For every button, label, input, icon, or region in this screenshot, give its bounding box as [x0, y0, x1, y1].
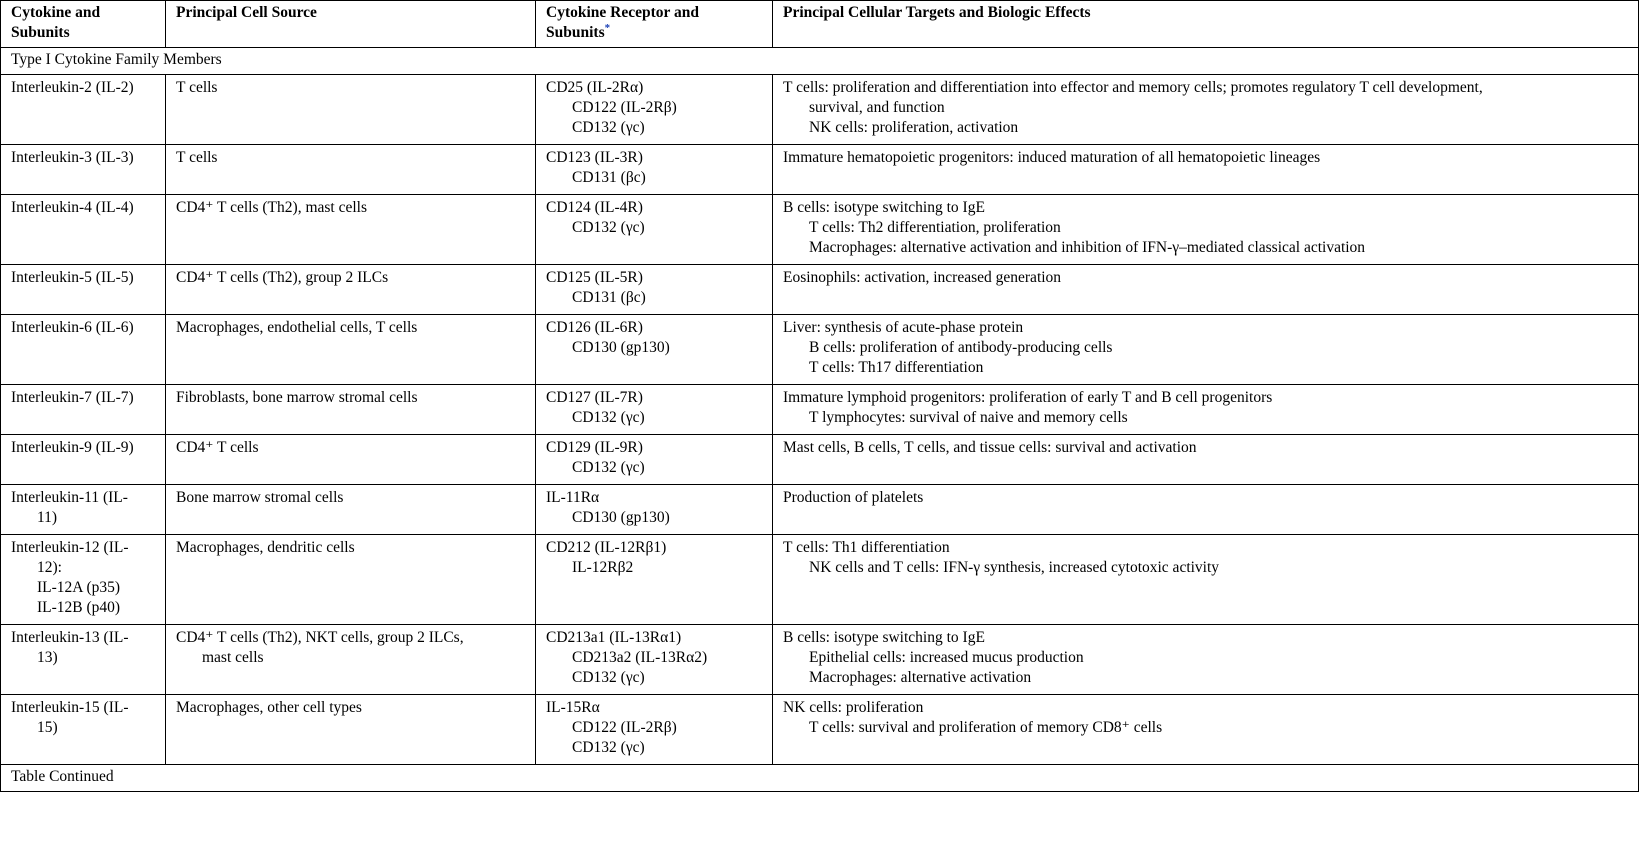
effects-line: Macrophages: alternative activation and inhibition of IFN-γ–mediated classical activation — [809, 239, 1366, 256]
receptor-line: CD126 (IL-6R) — [546, 319, 643, 336]
cytokine-line: Interleukin-15 (IL- — [11, 699, 129, 716]
receptor-cell — [536, 385, 773, 435]
receptor-line: CD213a1 (IL-13Rα1) — [546, 629, 682, 646]
effects-line: Eosinophils: activation, increased generation — [783, 269, 1062, 286]
cytokine-line: IL-12B (p40) — [37, 599, 121, 616]
receptor-line: CD122 (IL-2Rβ) — [572, 719, 677, 736]
receptor-cell — [536, 485, 773, 535]
cytokine-line: Interleukin-11 (IL- — [11, 489, 128, 506]
effects-line: Liver: synthesis of acute-phase protein — [783, 319, 1024, 336]
header-receptor-label: Cytokine Receptor and Subunits — [546, 4, 699, 41]
cytokine-cell — [1, 265, 166, 315]
header-cytokine-label: Cytokine and Subunits — [11, 4, 101, 41]
cell-source-line: T cells — [176, 79, 218, 96]
receptor-line: IL-11Rα — [546, 489, 600, 506]
cell-source-line: Fibroblasts, bone marrow stromal cells — [176, 389, 418, 406]
receptor-line: CD132 (γc) — [572, 119, 645, 136]
cytokine-line: Interleukin-4 (IL-4) — [11, 199, 134, 216]
effects-cell — [773, 75, 1639, 145]
section-title — [1, 48, 1639, 75]
effects-line: T cells: Th2 differentiation, proliferation — [809, 219, 1061, 236]
cytokine-cell — [1, 145, 166, 195]
cytokine-line: 12): — [37, 559, 62, 576]
cell-source-line: mast cells — [202, 649, 264, 666]
receptor-line: CD132 (γc) — [572, 409, 645, 426]
cytokine-line: Interleukin-12 (IL- — [11, 539, 129, 556]
cytokine-line: Interleukin-3 (IL-3) — [11, 149, 134, 166]
cytokine-cell — [1, 625, 166, 695]
receptor-cell — [536, 145, 773, 195]
receptor-cell — [536, 535, 773, 625]
cell-source-line: Macrophages, endothelial cells, T cells — [176, 319, 418, 336]
cell-source-cell — [166, 385, 536, 435]
cytokine-line: 13) — [37, 649, 58, 666]
table-row — [1, 435, 1639, 485]
cell-source-cell — [166, 485, 536, 535]
receptor-line: CD132 (γc) — [572, 459, 645, 476]
table-row — [1, 315, 1639, 385]
cell-source-line: T cells — [176, 149, 218, 166]
cell-source-line: CD4⁺ T cells (Th2), NKT cells, group 2 ILCs, — [176, 629, 464, 646]
effects-line: B cells: isotype switching to IgE — [783, 199, 985, 216]
cytokine-cell — [1, 195, 166, 265]
effects-line: T cells: Th1 differentiation — [783, 539, 950, 556]
table-row — [1, 485, 1639, 535]
cell-source-cell — [166, 145, 536, 195]
cytokine-cell — [1, 695, 166, 765]
effects-line: T cells: survival and proliferation of memory CD8⁺ cells — [809, 719, 1163, 736]
cytokine-cell — [1, 435, 166, 485]
receptor-line: CD131 (βc) — [572, 169, 646, 186]
receptor-line: CD130 (gp130) — [572, 509, 670, 526]
cell-source-line: Macrophages, dendritic cells — [176, 539, 355, 556]
section-title-text: Type I Cytokine Family Members — [11, 51, 222, 68]
header-cytokine — [1, 1, 166, 48]
cell-source-cell — [166, 315, 536, 385]
effects-cell — [773, 695, 1639, 765]
table-row — [1, 145, 1639, 195]
receptor-cell — [536, 625, 773, 695]
cell-source-cell — [166, 535, 536, 625]
header-receptor — [536, 1, 773, 48]
cell-source-cell — [166, 435, 536, 485]
table-row — [1, 625, 1639, 695]
effects-line: NK cells: proliferation — [783, 699, 924, 716]
table-continued-text: Table Continued — [11, 768, 114, 785]
cell-source-cell — [166, 75, 536, 145]
effects-cell — [773, 195, 1639, 265]
effects-cell — [773, 265, 1639, 315]
cell-source-cell — [166, 195, 536, 265]
header-cell-source-label: Principal Cell Source — [176, 4, 317, 21]
effects-line: Immature hematopoietic progenitors: induced maturation of all hematopoietic lineages — [783, 149, 1321, 166]
effects-line: NK cells and T cells: IFN-γ synthesis, increased cytotoxic activity — [809, 559, 1220, 576]
receptor-cell — [536, 435, 773, 485]
receptor-line: CD127 (IL-7R) — [546, 389, 643, 406]
effects-line: B cells: isotype switching to IgE — [783, 629, 985, 646]
header-cell-source — [166, 1, 536, 48]
cell-source-line: Bone marrow stromal cells — [176, 489, 344, 506]
cytokine-line: 11) — [37, 509, 58, 526]
table-row — [1, 75, 1639, 145]
receptor-cell — [536, 75, 773, 145]
cytokine-line: Interleukin-7 (IL-7) — [11, 389, 134, 406]
cytokine-line: Interleukin-2 (IL-2) — [11, 79, 134, 96]
effects-cell — [773, 145, 1639, 195]
cell-source-line: Macrophages, other cell types — [176, 699, 362, 716]
header-effects-label: Principal Cellular Targets and Biologic Effects — [783, 4, 1091, 21]
table-row — [1, 265, 1639, 315]
receptor-cell — [536, 265, 773, 315]
header-effects — [773, 1, 1639, 48]
cytokine-cell — [1, 75, 166, 145]
cytokine-cell — [1, 385, 166, 435]
receptor-line: CD212 (IL-12Rβ1) — [546, 539, 667, 556]
cytokine-line: Interleukin-9 (IL-9) — [11, 439, 134, 456]
cell-source-line: CD4⁺ T cells — [176, 439, 259, 456]
effects-cell — [773, 485, 1639, 535]
receptor-line: CD131 (βc) — [572, 289, 646, 306]
effects-line: T lymphocytes: survival of naive and memory cells — [809, 409, 1128, 426]
receptor-cell — [536, 195, 773, 265]
receptor-line: CD132 (γc) — [572, 739, 645, 756]
effects-cell — [773, 535, 1639, 625]
cytokine-line: Interleukin-5 (IL-5) — [11, 269, 134, 286]
table-header-row — [1, 1, 1639, 48]
cytokine-cell — [1, 315, 166, 385]
receptor-line: CD25 (IL-2Rα) — [546, 79, 644, 96]
effects-cell — [773, 435, 1639, 485]
effects-line: Epithelial cells: increased mucus production — [809, 649, 1084, 666]
receptor-line: CD123 (IL-3R) — [546, 149, 643, 166]
effects-line: Production of platelets — [783, 489, 924, 506]
cell-source-cell — [166, 695, 536, 765]
effects-cell — [773, 625, 1639, 695]
receptor-cell — [536, 315, 773, 385]
receptor-cell — [536, 695, 773, 765]
cytokine-line: IL-12A (p35) — [37, 579, 121, 596]
table-row — [1, 535, 1639, 625]
effects-line: B cells: proliferation of antibody-producing cells — [809, 339, 1113, 356]
effects-line: T cells: Th17 differentiation — [809, 359, 984, 376]
receptor-line: CD132 (γc) — [572, 219, 645, 236]
receptor-line: IL-12Rβ2 — [572, 559, 634, 576]
table-row — [1, 695, 1639, 765]
effects-cell — [773, 315, 1639, 385]
effects-line: T cells: proliferation and differentiation into effector and memory cells; promotes regulatory T cell development, — [783, 79, 1483, 96]
receptor-line: CD125 (IL-5R) — [546, 269, 643, 286]
cell-source-cell — [166, 625, 536, 695]
footnote-marker[interactable]: * — [604, 21, 611, 34]
effects-line: Immature lymphoid progenitors: proliferation of early T and B cell progenitors — [783, 389, 1273, 406]
effects-cell — [773, 385, 1639, 435]
effects-line: survival, and function — [809, 99, 945, 116]
receptor-line: CD132 (γc) — [572, 669, 645, 686]
cytokine-line: Interleukin-6 (IL-6) — [11, 319, 134, 336]
cytokine-cell — [1, 535, 166, 625]
table-continued-note — [1, 765, 1639, 792]
receptor-line: CD129 (IL-9R) — [546, 439, 643, 456]
receptor-line: CD122 (IL-2Rβ) — [572, 99, 677, 116]
receptor-line: CD213a2 (IL-13Rα2) — [572, 649, 708, 666]
cytokine-cell — [1, 485, 166, 535]
receptor-line: CD124 (IL-4R) — [546, 199, 643, 216]
cell-source-line: CD4⁺ T cells (Th2), group 2 ILCs — [176, 269, 389, 286]
effects-line: NK cells: proliferation, activation — [809, 119, 1019, 136]
receptor-line: IL-15Rα — [546, 699, 600, 716]
table-row — [1, 195, 1639, 265]
cell-source-cell — [166, 265, 536, 315]
receptor-line: CD130 (gp130) — [572, 339, 670, 356]
table-row — [1, 385, 1639, 435]
effects-line: Mast cells, B cells, T cells, and tissue cells: survival and activation — [783, 439, 1197, 456]
cell-source-line: CD4⁺ T cells (Th2), mast cells — [176, 199, 367, 216]
cytokine-line: 15) — [37, 719, 58, 736]
cytokine-line: Interleukin-13 (IL- — [11, 629, 129, 646]
effects-line: Macrophages: alternative activation — [809, 669, 1032, 686]
